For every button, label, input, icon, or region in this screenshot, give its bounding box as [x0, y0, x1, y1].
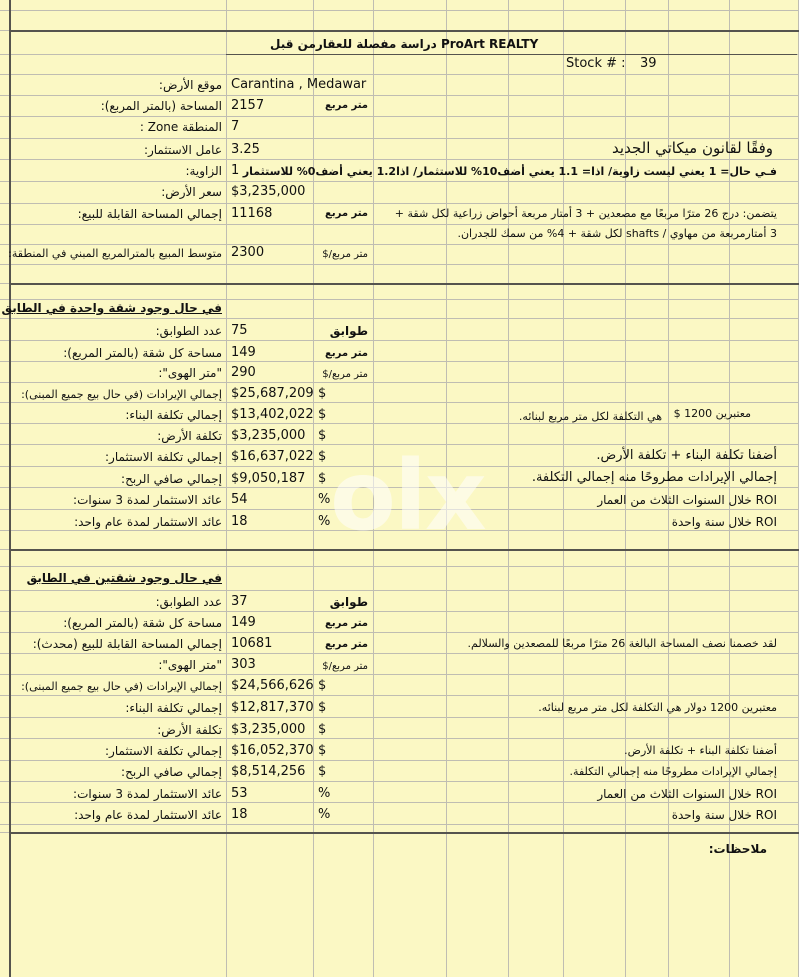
s2-land-label: تكلفة الأرض:: [157, 723, 222, 737]
s1-roi1-note: ROI خلال سنة واحدة: [671, 515, 777, 529]
left-border: [9, 0, 11, 977]
s2-roi3-unit: %: [318, 786, 331, 801]
s2-invest-value: $16,052,370: [231, 743, 314, 758]
s2-invest-unit: $: [318, 743, 327, 758]
grid-row-line: [0, 159, 799, 160]
page-title: دراسة مفصلة للعقارمن قبل ProArt REALTY: [270, 37, 539, 51]
angle-note: فـي حال= 1 يعني ليست زاوية/ اذا= 1.1 يعني أضف10% للاستثمار/ اذا1.2 يعني أضف0% للاستثمار: [242, 165, 777, 178]
s1-air-label: "متر الهوى":: [158, 366, 222, 380]
grid-row-line: [0, 674, 799, 675]
s2-sellable-label: إجمالي المساحة القابلة للبيع (محدث):: [32, 637, 222, 651]
sellable-value: 11168: [231, 206, 273, 221]
grid-row-line: [0, 760, 799, 761]
grid-row-line: [0, 361, 799, 362]
s2-apt-area-unit: متر مربع: [325, 618, 368, 629]
grid-row-line: [0, 632, 799, 633]
grid-row-line: [0, 653, 799, 654]
s1-roi1-value: 18: [231, 514, 248, 529]
location-value: Carantina , Medawar: [231, 77, 367, 92]
s2-roi1-label: عائد الاستثمار لمدة عام واحد:: [74, 808, 222, 822]
grid-row-line: [0, 382, 799, 383]
s2-roi1-value: 18: [231, 807, 248, 822]
grid-row-line: [0, 10, 799, 11]
s2-roi3-value: 53: [231, 786, 248, 801]
area-unit: متر مربع: [325, 100, 368, 111]
s2-build-note: معتبرين 1200 دولار هي التكلفة لكل متر مربع لبنائه.: [538, 701, 777, 714]
avg-price-label: متوسط المبيع بالمترالمربع المبني في المنطقة:: [8, 247, 222, 260]
s2-revenue-value: $24,566,626: [231, 678, 314, 693]
s2-sellable-note: لقد خصمنا نصف المساحة البالغة 26 مترًا مربعًا للمصعدين والسلالم.: [467, 637, 777, 650]
s1-build-label: إجمالي تكلفة البناء:: [125, 408, 222, 422]
s2-roi3-note: ROI خلال السنوات الثلاث من العمار: [597, 787, 777, 801]
s1-roi1-label: عائد الاستثمار لمدة عام واحد:: [74, 515, 222, 529]
sellable-unit: متر مربع: [325, 208, 368, 219]
s1-build-note-left: هي التكلفة لكل متر مربع لبنائه.: [518, 410, 662, 423]
grid-row-line: [0, 340, 799, 341]
grid-row-line: [0, 781, 799, 782]
section-separator-1: [9, 283, 799, 285]
s2-build-unit: $: [318, 700, 327, 715]
s2-land-value: $3,235,000: [231, 722, 306, 737]
s2-roi3-label: عائد الاستثمار لمدة 3 سنوات:: [73, 787, 222, 801]
s2-apt-area-value: 149: [231, 615, 256, 630]
s2-profit-label: إجمالي صافي الربح:: [121, 765, 222, 779]
angle-label: الزاوية:: [185, 164, 222, 178]
header-line: [226, 54, 797, 55]
s2-revenue-label: إجمالي الإيرادات (في حال بيع جميع المبنى):: [21, 680, 222, 693]
sellable-note-line1: يتضمن: درج 26 مترًا مربعًا مع مصعدين + 3 أمتار مربعة أحواض زراعية لكل شقة +: [394, 207, 777, 220]
area-value: 2157: [231, 98, 265, 113]
grid-row-line: [0, 224, 799, 225]
s1-invest-unit: $: [318, 449, 327, 464]
s1-roi3-value: 54: [231, 492, 248, 507]
s2-air-unit: متر مربع/$: [322, 661, 368, 672]
s2-profit-value: $8,514,256: [231, 764, 306, 779]
s1-profit-unit: $: [318, 471, 327, 486]
s2-build-value: $12,817,370: [231, 700, 314, 715]
avg-price-value: 2300: [231, 245, 265, 260]
s2-roi1-unit: %: [318, 807, 331, 822]
sellable-label: إجمالي المساحة القابلة للبيع:: [77, 207, 222, 221]
s1-profit-value: $9,050,187: [231, 471, 306, 486]
s1-apt-area-unit: متر مربع: [325, 348, 368, 359]
grid-row-line: [0, 203, 799, 204]
grid-row-line: [0, 824, 799, 825]
s1-roi1-unit: %: [318, 514, 331, 529]
grid-row-line: [0, 590, 799, 591]
s2-land-unit: $: [318, 722, 327, 737]
s1-revenue-unit: $: [318, 386, 327, 401]
s1-invest-note: أضفنا تكلفة البناء + تكلفة الأرض.: [596, 448, 777, 463]
s1-roi3-label: عائد الاستثمار لمدة 3 سنوات:: [73, 493, 222, 507]
area-label: المساحة (بالمتر المربع):: [100, 99, 222, 113]
s1-revenue-label: إجمالي الإيرادات (في حال بيع جميع المبنى):: [21, 388, 222, 401]
s2-air-label: "متر الهوى":: [158, 658, 222, 672]
location-label: موقع الأرض:: [158, 78, 222, 92]
s1-floors-value: 75: [231, 323, 248, 338]
grid-row-line: [0, 244, 799, 245]
zone-value: 7: [231, 119, 240, 134]
grid-row-line: [0, 717, 799, 718]
grid-row-line: [0, 116, 799, 117]
sellable-note-line2: 3 أمتارمربعة من مهاوي / shafts لكل شقة + 4% من سمك للجدران.: [457, 227, 777, 240]
s1-roi3-note: ROI خلال السنوات الثلاث من العمار: [597, 493, 777, 507]
s1-floors-unit: طوابق: [329, 324, 368, 338]
grid-row-line: [0, 738, 799, 739]
s1-land-value: $3,235,000: [231, 428, 306, 443]
s1-apt-area-value: 149: [231, 345, 256, 360]
grid-row-line: [0, 299, 799, 300]
grid-row-line: [0, 695, 799, 696]
s1-air-value: 290: [231, 365, 256, 380]
s2-build-label: إجمالي تكلفة البناء:: [125, 701, 222, 715]
zone-label: المنطقة Zone :: [139, 120, 222, 134]
scenario2-title: في حال وجود شقتين في الطابق: [26, 571, 222, 585]
grid-row-line: [0, 566, 799, 567]
s2-floors-unit: طوابق: [329, 595, 368, 609]
grid-row-line: [0, 74, 799, 75]
s1-invest-label: إجمالي تكلفة الاستثمار:: [105, 450, 222, 464]
angle-value: 1: [231, 163, 240, 178]
header-border-top: [9, 30, 799, 32]
scenario1-title: في حال وجود شقة واحدة في الطابق: [1, 301, 222, 315]
factor-value: 3.25: [231, 142, 260, 157]
section-separator-3: [9, 832, 799, 834]
s1-apt-area-label: مساحة كل شقة (بالمتر المربع):: [63, 346, 222, 360]
grid-row-line: [0, 802, 799, 803]
s2-profit-unit: $: [318, 764, 327, 779]
avg-price-unit: متر مربع/$: [322, 249, 368, 260]
s2-floors-label: عدد الطوابق:: [155, 595, 222, 609]
notes-label: ملاحظات:: [708, 842, 767, 856]
stock-label: Stock # :: [566, 56, 626, 71]
s2-air-value: 303: [231, 657, 256, 672]
s1-land-label: تكلفة الأرض:: [157, 429, 222, 443]
s2-profit-note: إجمالي الإيرادات مطروحًا منه إجمالي التكلفة.: [569, 765, 777, 778]
s2-floors-value: 37: [231, 594, 248, 609]
s2-invest-note: أضفنا تكلفة البناء + تكلفة الأرض.: [624, 744, 777, 757]
price-label: سعر الأرض:: [161, 185, 222, 199]
grid-row-line: [0, 423, 799, 424]
s2-roi1-note: ROI خلال سنة واحدة: [671, 808, 777, 822]
s2-invest-label: إجمالي تكلفة الاستثمار:: [105, 744, 222, 758]
s1-build-value: $13,402,022: [231, 407, 314, 422]
grid-row-line: [0, 318, 799, 319]
s1-land-unit: $: [318, 428, 327, 443]
s1-floors-label: عدد الطوابق:: [155, 324, 222, 338]
factor-label: عامل الاستثمار:: [143, 143, 222, 157]
grid-row-line: [0, 611, 799, 612]
s2-apt-area-label: مساحة كل شقة (بالمتر المربع):: [63, 616, 222, 630]
s1-build-unit: $: [318, 407, 327, 422]
olx-watermark: olx: [330, 440, 485, 552]
grid-row-line: [0, 95, 799, 96]
s1-profit-label: إجمالي صافي الربح:: [121, 472, 222, 486]
s1-build-note-right: معتبرين 1200 $: [673, 407, 751, 420]
s1-revenue-value: $25,687,209: [231, 386, 314, 401]
factor-note: وفقًا لقانون ميكاتي الجديد: [612, 139, 773, 157]
s2-sellable-unit: متر مربع: [325, 639, 368, 650]
s2-revenue-unit: $: [318, 678, 327, 693]
s1-profit-note: إجمالي الإيرادات مطروحًا منه إجمالي التكلفة.: [531, 470, 777, 485]
s1-invest-value: $16,637,022: [231, 449, 314, 464]
s1-roi3-unit: %: [318, 492, 331, 507]
grid-row-line: [0, 264, 799, 265]
price-value: $3,235,000: [231, 184, 306, 199]
grid-row-line: [0, 402, 799, 403]
stock-value: 39: [640, 56, 657, 71]
s2-sellable-value: 10681: [231, 636, 273, 651]
grid-row-line: [0, 181, 799, 182]
s1-air-unit: متر مربع/$: [322, 369, 368, 380]
